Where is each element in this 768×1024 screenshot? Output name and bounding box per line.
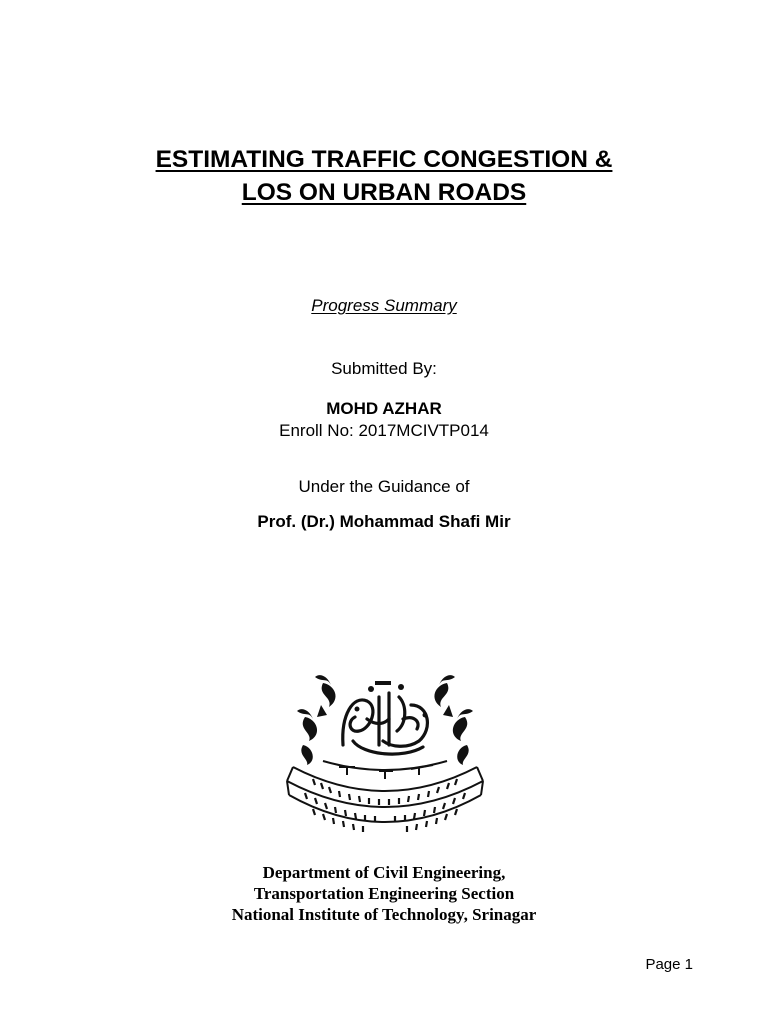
document-title-line-2: LOS ON URBAN ROADS xyxy=(241,179,527,206)
department-line-2: Transportation Engineering Section xyxy=(253,884,515,903)
document-subtitle: Progress Summary xyxy=(311,296,457,315)
page-number: Page 1 xyxy=(645,956,693,973)
guide-name: Prof. (Dr.) Mohammad Shafi Mir xyxy=(257,512,511,531)
guidance-label: Under the Guidance of xyxy=(298,477,470,496)
document-title-line-1: ESTIMATING TRAFFIC CONGESTION & xyxy=(155,146,613,173)
submitted-by-label: Submitted By: xyxy=(331,359,437,378)
enrollment-number: Enroll No: 2017MCIVTP014 xyxy=(279,421,489,440)
nit-srinagar-emblem-icon xyxy=(283,675,487,849)
department-line-3: National Institute of Technology, Srinagar xyxy=(231,905,537,924)
department-line-1: Department of Civil Engineering, xyxy=(262,863,506,882)
author-name: MOHD AZHAR xyxy=(326,399,442,418)
